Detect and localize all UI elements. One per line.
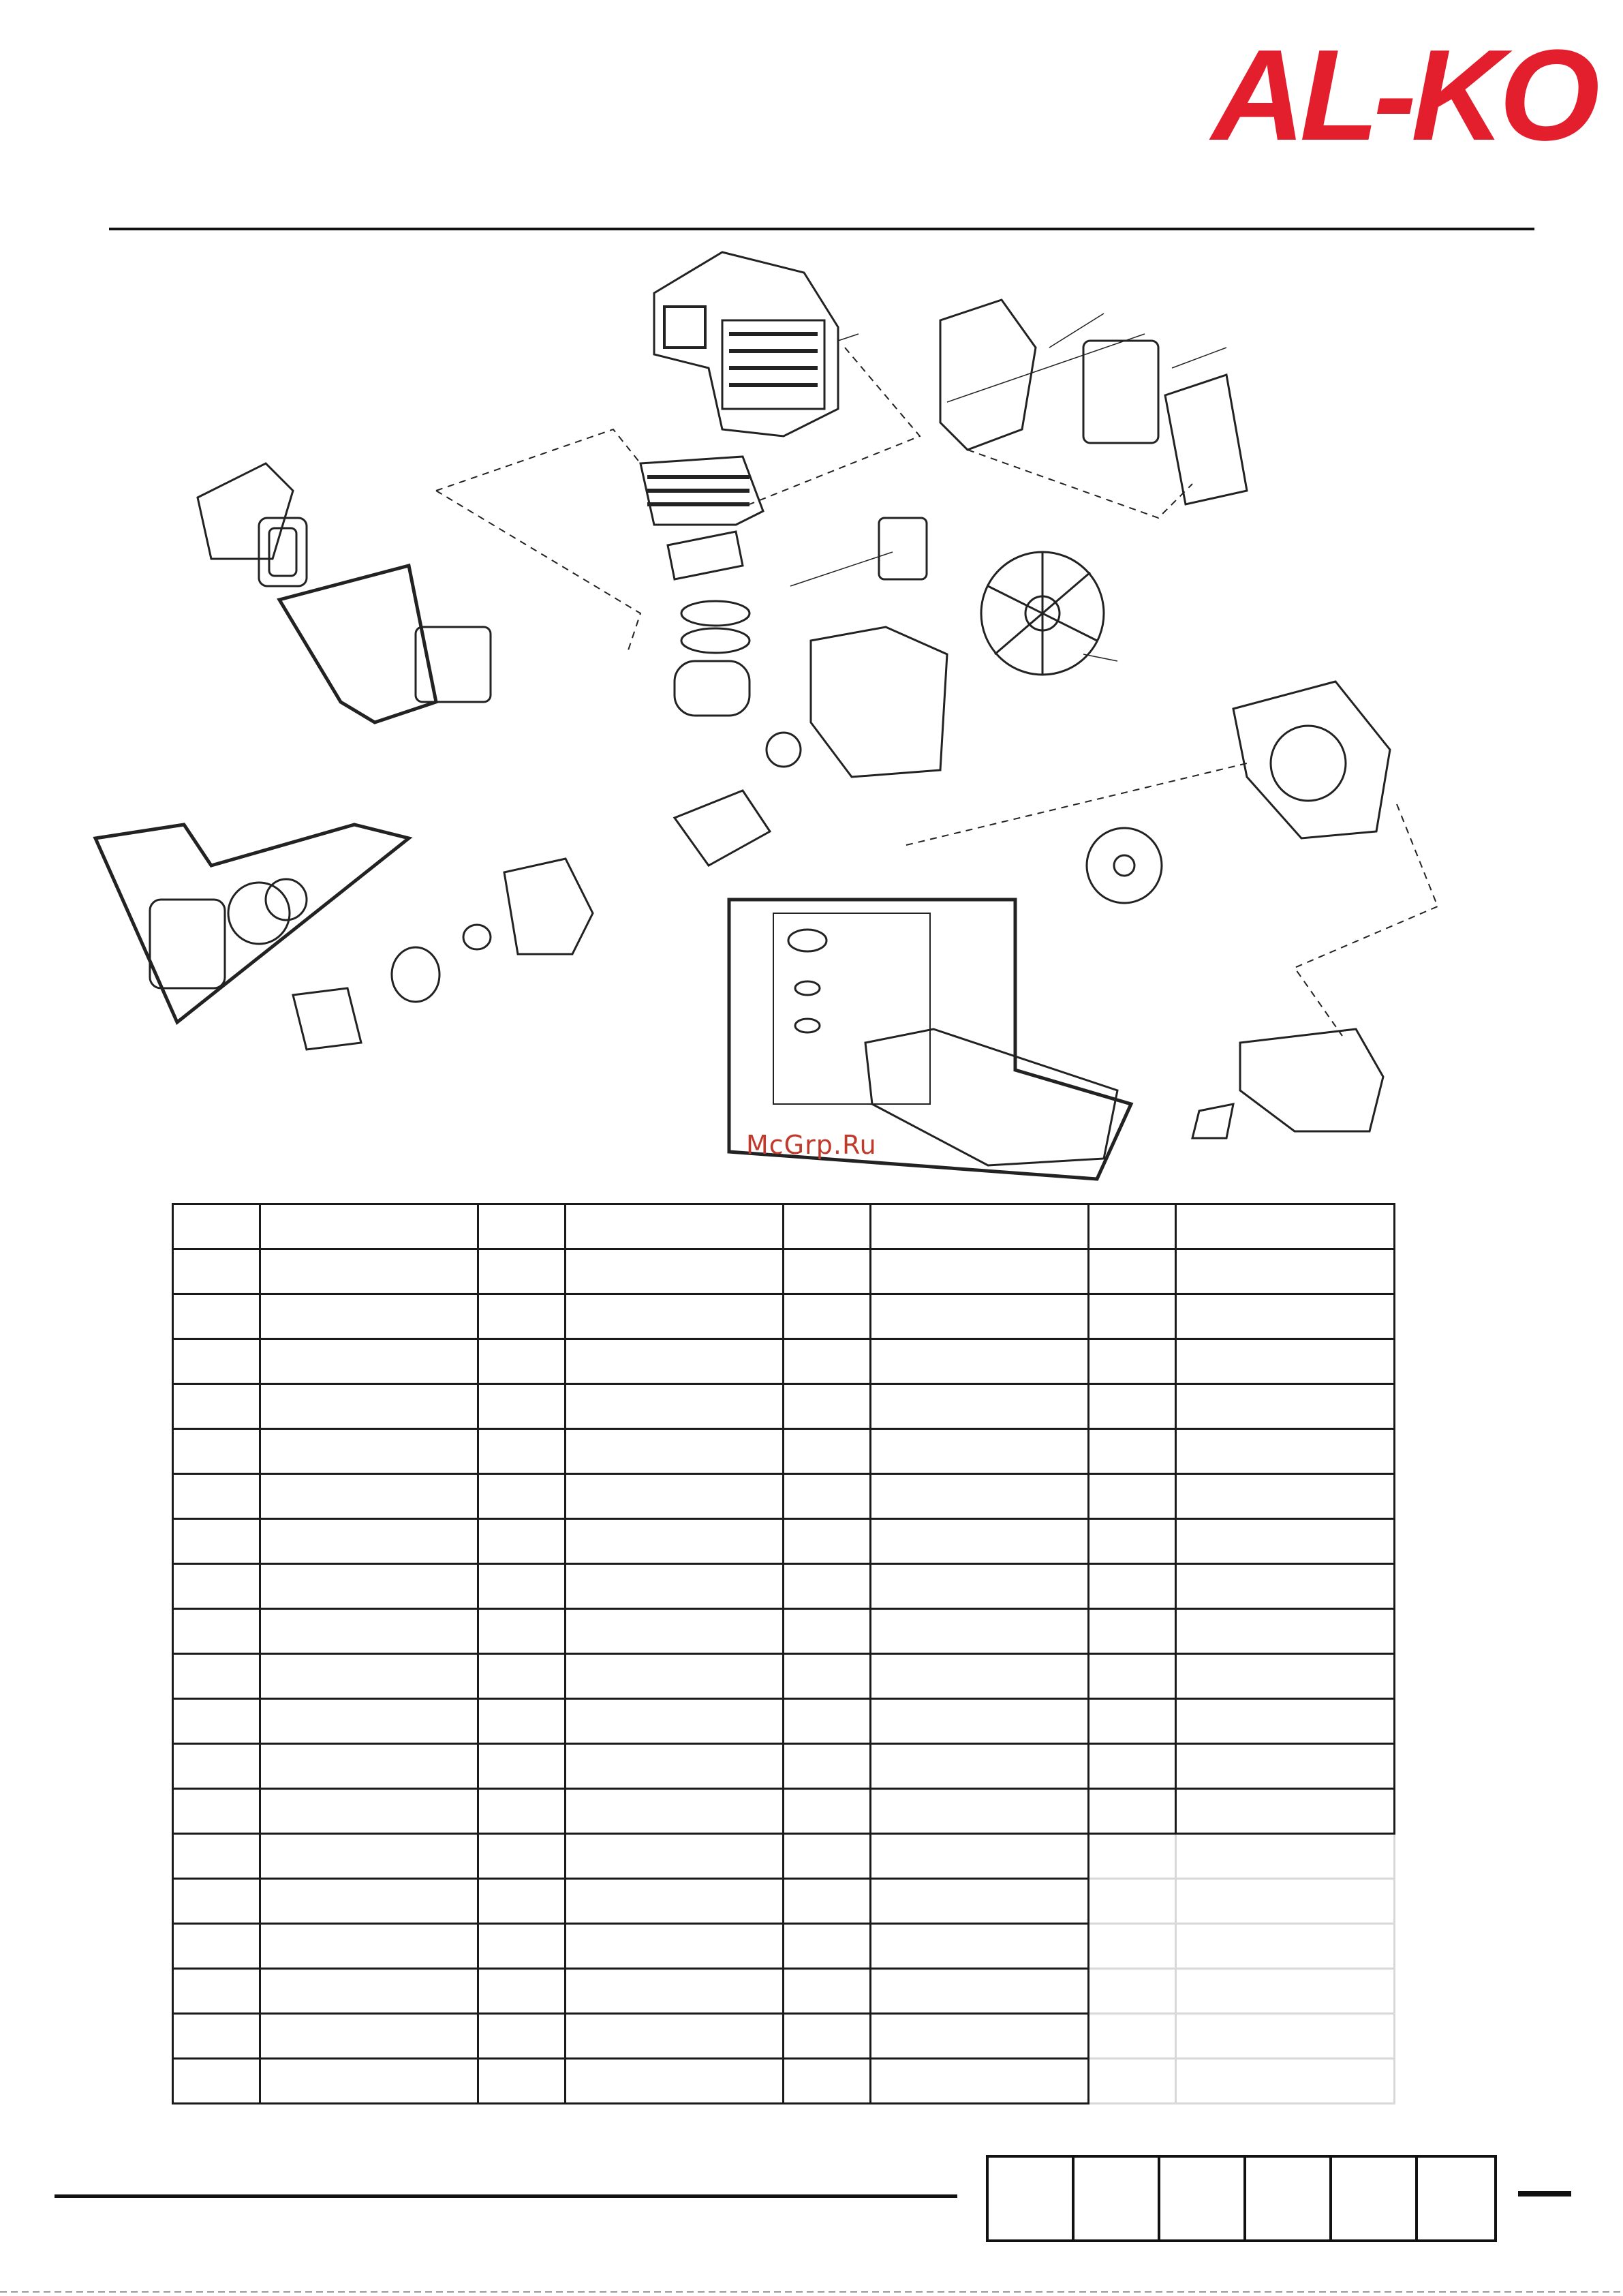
table-row xyxy=(173,1609,1395,1654)
table-cell xyxy=(260,1204,478,1249)
table-cell xyxy=(784,1294,871,1339)
table-cell xyxy=(173,1879,260,1924)
table-cell xyxy=(871,1654,1089,1699)
table-cell xyxy=(566,1519,784,1564)
table-cell xyxy=(566,1834,784,1879)
table-row xyxy=(173,1204,1395,1249)
table-row xyxy=(173,1654,1395,1699)
table-cell xyxy=(1089,1969,1176,2014)
table-cell xyxy=(478,1474,566,1519)
table-cell xyxy=(173,1519,260,1564)
table-cell xyxy=(566,1924,784,1969)
table-cell xyxy=(784,1384,871,1429)
table-cell xyxy=(173,2014,260,2059)
table-cell xyxy=(566,2059,784,2104)
air-filter xyxy=(198,463,307,586)
table-cell xyxy=(173,1474,260,1519)
table-cell xyxy=(1176,1564,1395,1609)
table-cell xyxy=(871,1204,1089,1249)
table-cell xyxy=(1176,1204,1395,1249)
table-row xyxy=(173,1474,1395,1519)
page-dash xyxy=(1518,2191,1571,2196)
table-cell xyxy=(1089,1789,1176,1834)
table-cell xyxy=(871,1294,1089,1339)
table-cell xyxy=(566,1294,784,1339)
table-cell xyxy=(478,1924,566,1969)
table-cell xyxy=(1089,1609,1176,1654)
footer-box xyxy=(1246,2158,1332,2239)
table-cell xyxy=(1176,1474,1395,1519)
crankshaft xyxy=(675,733,801,866)
table-row xyxy=(173,1789,1395,1834)
table-cell xyxy=(1176,1294,1395,1339)
table-cell xyxy=(1089,1339,1176,1384)
table-cell xyxy=(871,1339,1089,1384)
table-cell xyxy=(566,1879,784,1924)
table-cell xyxy=(1089,1384,1176,1429)
table-cell xyxy=(566,1384,784,1429)
table-cell xyxy=(784,1924,871,1969)
table-cell xyxy=(260,1339,478,1384)
table-cell xyxy=(784,1339,871,1384)
recoil-starter-group-outline xyxy=(95,825,409,1022)
exploded-parts-diagram xyxy=(0,232,1623,1186)
table-cell xyxy=(566,1969,784,2014)
table-cell xyxy=(478,1744,566,1789)
brand-logo-text: AL-KO xyxy=(1211,23,1594,168)
table-cell xyxy=(784,2014,871,2059)
parts-table-body xyxy=(173,1204,1395,2104)
table-cell xyxy=(1089,1474,1176,1519)
table-cell xyxy=(1089,1924,1176,1969)
table-cell xyxy=(260,1294,478,1339)
table-cell xyxy=(784,1564,871,1609)
table-row xyxy=(173,1879,1395,1924)
table-cell xyxy=(1176,1744,1395,1789)
table-cell xyxy=(871,1474,1089,1519)
crankcase xyxy=(811,627,947,777)
table-cell xyxy=(784,1429,871,1474)
table-cell xyxy=(784,1879,871,1924)
pawl-plate xyxy=(392,947,439,1002)
table-cell xyxy=(1176,2014,1395,2059)
table-cell xyxy=(871,1519,1089,1564)
table-cell xyxy=(478,1294,566,1339)
table-cell xyxy=(478,2059,566,2104)
table-cell xyxy=(478,2014,566,2059)
table-cell xyxy=(478,1699,566,1744)
table-cell xyxy=(784,1249,871,1294)
table-cell xyxy=(173,1789,260,1834)
flywheel xyxy=(981,552,1104,675)
footer-box xyxy=(1418,2158,1494,2239)
table-cell xyxy=(871,1879,1089,1924)
table-cell xyxy=(260,1969,478,2014)
table-cell xyxy=(1089,1699,1176,1744)
table-cell xyxy=(1089,2014,1176,2059)
table-cell xyxy=(1089,1249,1176,1294)
table-cell xyxy=(566,1789,784,1834)
table-cell xyxy=(1089,2059,1176,2104)
table-cell xyxy=(566,1474,784,1519)
table-cell xyxy=(478,1339,566,1384)
table-cell xyxy=(784,2059,871,2104)
engine-cover xyxy=(654,252,838,436)
table-cell xyxy=(478,1654,566,1699)
table-cell xyxy=(566,1339,784,1384)
table-cell xyxy=(1176,1339,1395,1384)
footer-box xyxy=(989,2158,1075,2239)
table-cell xyxy=(1176,1834,1395,1879)
table-cell xyxy=(1089,1294,1176,1339)
table-cell xyxy=(871,1969,1089,2014)
table-cell xyxy=(173,1654,260,1699)
table-cell xyxy=(173,2059,260,2104)
footer-box-strip xyxy=(986,2155,1497,2242)
table-cell xyxy=(566,1249,784,1294)
clutch-housing xyxy=(504,859,593,954)
table-cell xyxy=(1089,1879,1176,1924)
table-cell xyxy=(566,1429,784,1474)
footer-box xyxy=(1332,2158,1418,2239)
piston-ring xyxy=(681,601,749,626)
table-cell xyxy=(566,1699,784,1744)
gasket-lower xyxy=(293,988,361,1050)
table-cell xyxy=(1176,1654,1395,1699)
table-row xyxy=(173,1564,1395,1609)
table-cell xyxy=(784,1519,871,1564)
table-row xyxy=(173,1834,1395,1879)
table-cell xyxy=(1089,1654,1176,1699)
table-cell xyxy=(784,1609,871,1654)
table-cell xyxy=(871,1564,1089,1609)
table-row xyxy=(173,1339,1395,1384)
base-plate xyxy=(1240,1029,1383,1131)
table-cell xyxy=(478,1429,566,1474)
table-cell xyxy=(566,1204,784,1249)
starter-housing xyxy=(1233,682,1390,838)
table-cell xyxy=(260,1474,478,1519)
table-cell xyxy=(173,1384,260,1429)
table-cell xyxy=(478,1204,566,1249)
table-row xyxy=(173,2059,1395,2104)
table-cell xyxy=(1176,1519,1395,1564)
table-cell xyxy=(1176,1609,1395,1654)
table-cell xyxy=(173,1924,260,1969)
table-cell xyxy=(260,1654,478,1699)
table-cell xyxy=(1176,1789,1395,1834)
table-cell xyxy=(260,1834,478,1879)
table-cell xyxy=(871,1924,1089,1969)
table-cell xyxy=(260,1519,478,1564)
table-cell xyxy=(260,1609,478,1654)
table-cell xyxy=(478,1384,566,1429)
table-cell xyxy=(173,1339,260,1384)
table-cell xyxy=(1089,1744,1176,1789)
table-cell xyxy=(478,1969,566,2014)
table-cell xyxy=(478,1564,566,1609)
table-cell xyxy=(871,2014,1089,2059)
piston xyxy=(675,661,749,716)
table-cell xyxy=(1089,1429,1176,1474)
table-row xyxy=(173,1294,1395,1339)
table-row xyxy=(173,1249,1395,1294)
table-cell xyxy=(173,1699,260,1744)
table-cell xyxy=(871,1789,1089,1834)
table-cell xyxy=(784,1789,871,1834)
table-cell xyxy=(1176,1249,1395,1294)
table-cell xyxy=(1176,1384,1395,1429)
table-cell xyxy=(784,1744,871,1789)
cylinder xyxy=(640,457,763,525)
table-row xyxy=(173,1924,1395,1969)
table-cell xyxy=(1176,1969,1395,2014)
table-cell xyxy=(260,1564,478,1609)
table-cell xyxy=(260,1744,478,1789)
table-cell xyxy=(173,1969,260,2014)
fuel-tank xyxy=(865,1029,1117,1165)
table-cell xyxy=(173,1834,260,1879)
watermark: McGrp.Ru xyxy=(746,1130,877,1160)
table-cell xyxy=(478,1879,566,1924)
table-row xyxy=(173,1429,1395,1474)
table-cell xyxy=(1176,1429,1395,1474)
muffler xyxy=(940,300,1247,504)
table-cell xyxy=(1176,1924,1395,1969)
table-cell xyxy=(1089,1564,1176,1609)
table-row xyxy=(173,1969,1395,2014)
table-cell xyxy=(260,1699,478,1744)
table-row xyxy=(173,1519,1395,1564)
table-cell xyxy=(784,1474,871,1519)
table-row xyxy=(173,1744,1395,1789)
table-cell xyxy=(260,1384,478,1429)
table-cell xyxy=(871,2059,1089,2104)
table-cell xyxy=(260,1249,478,1294)
table-cell xyxy=(871,1699,1089,1744)
table-cell xyxy=(1089,1834,1176,1879)
footer-box xyxy=(1075,2158,1160,2239)
table-cell xyxy=(478,1834,566,1879)
table-cell xyxy=(871,1249,1089,1294)
table-cell xyxy=(173,1564,260,1609)
table-cell xyxy=(260,1879,478,1924)
table-cell xyxy=(566,1744,784,1789)
table-cell xyxy=(784,1654,871,1699)
table-cell xyxy=(784,1699,871,1744)
table-cell xyxy=(478,1789,566,1834)
brand-logo xyxy=(1192,23,1594,168)
table-cell xyxy=(260,2059,478,2104)
clutch xyxy=(1087,828,1162,903)
table-row xyxy=(173,1699,1395,1744)
table-cell xyxy=(566,1654,784,1699)
gasket xyxy=(668,532,743,579)
table-cell xyxy=(784,1204,871,1249)
table-cell xyxy=(260,1429,478,1474)
table-cell xyxy=(173,1429,260,1474)
table-row xyxy=(173,1384,1395,1429)
table-cell xyxy=(871,1744,1089,1789)
table-cell xyxy=(478,1519,566,1564)
table-cell xyxy=(478,1249,566,1294)
carburetor-group-outline xyxy=(279,566,436,722)
table-cell xyxy=(478,1609,566,1654)
table-cell xyxy=(260,1789,478,1834)
footer-box xyxy=(1160,2158,1246,2239)
table-cell xyxy=(173,1294,260,1339)
table-cell xyxy=(566,1564,784,1609)
table-cell xyxy=(173,1204,260,1249)
table-cell xyxy=(1176,1879,1395,1924)
parts-table xyxy=(172,1203,1395,2104)
table-cell xyxy=(173,1609,260,1654)
table-cell xyxy=(260,2014,478,2059)
table-cell xyxy=(566,1609,784,1654)
table-cell xyxy=(173,1249,260,1294)
table-cell xyxy=(784,1969,871,2014)
ignition-coil xyxy=(879,518,927,579)
page-edge xyxy=(0,2291,1623,2293)
table-cell xyxy=(566,2014,784,2059)
table-cell xyxy=(871,1384,1089,1429)
table-cell xyxy=(784,1834,871,1879)
footer-divider xyxy=(55,2194,957,2198)
table-cell xyxy=(871,1429,1089,1474)
header-divider xyxy=(109,228,1534,230)
table-cell xyxy=(173,1744,260,1789)
table-cell xyxy=(1089,1519,1176,1564)
table-cell xyxy=(871,1609,1089,1654)
table-cell xyxy=(1089,1204,1176,1249)
table-cell xyxy=(1176,2059,1395,2104)
table-cell xyxy=(871,1834,1089,1879)
table-row xyxy=(173,2014,1395,2059)
table-cell xyxy=(260,1924,478,1969)
table-cell xyxy=(1176,1699,1395,1744)
